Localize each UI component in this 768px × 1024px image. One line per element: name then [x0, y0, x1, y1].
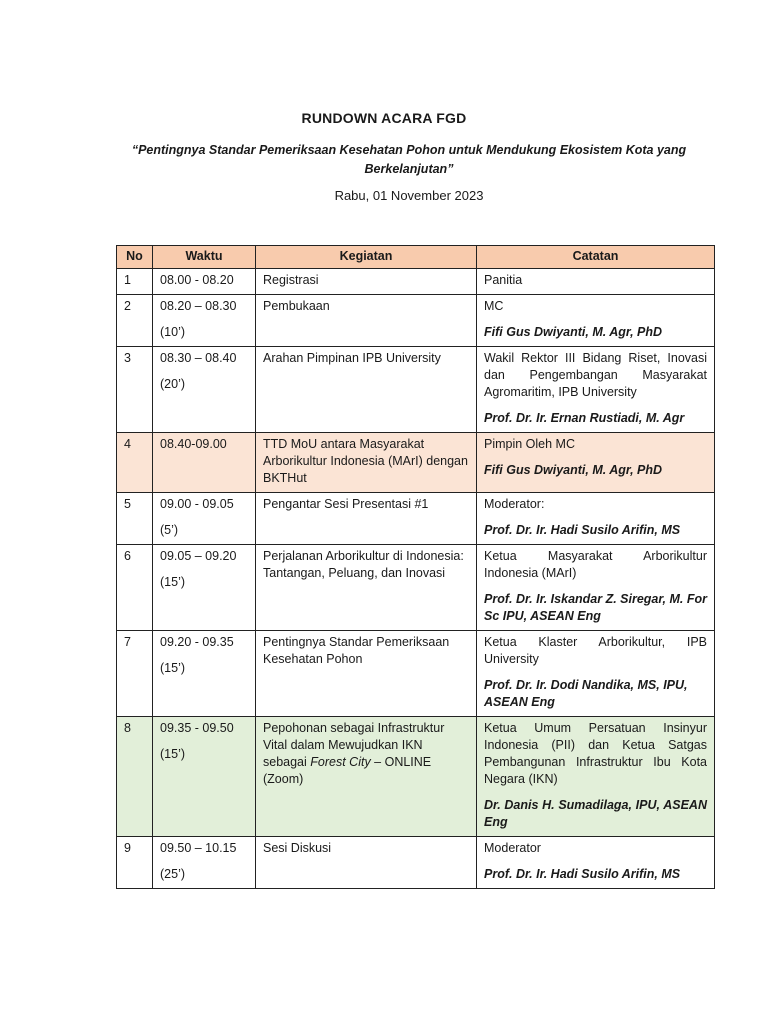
header-catatan: Catatan — [477, 246, 715, 269]
cell-activity: Registrasi — [256, 269, 477, 295]
note-text: Moderator: — [484, 497, 545, 511]
cell-activity: Pembukaan — [256, 295, 477, 347]
note-text: Ketua Masyarakat Arborikultur Indonesia (MArI) — [484, 549, 707, 580]
cell-time — [153, 545, 256, 631]
cell-activity: TTD MoU antara Masyarakat Arborikultur Indonesia (MArI) dengan BKTHut — [256, 433, 477, 493]
activity-text-end: – ONLINE (Zoom) — [263, 755, 432, 786]
document-subtitle: “Pentingnya Standar Pemeriksaan Kesehatan Pohon untuk Mendukung Ekosistem Kota yang Berkelanjutan” — [131, 143, 687, 176]
cell-time — [153, 631, 256, 717]
note-text: Panitia — [484, 273, 523, 287]
table-row — [117, 269, 715, 295]
cell-activity: Pengantar Sesi Presentasi #1 — [256, 493, 477, 545]
table-row — [117, 433, 715, 493]
cell-activity: Perjalanan Arborikultur di Indonesia: Tantangan, Peluang, dan Inovasi — [256, 545, 477, 631]
header-kegiatan: Kegiatan — [256, 246, 477, 269]
cell-note — [477, 545, 715, 631]
cell-no: 1 — [117, 269, 153, 295]
speaker-name: Prof. Dr. Ir. Ernan Rustiadi, M. Agr — [484, 411, 685, 425]
duration: (15’) — [160, 661, 186, 675]
table-row — [117, 493, 715, 545]
duration: (15’) — [160, 747, 186, 761]
speaker-name: Fifi Gus Dwiyanti, M. Agr, PhD — [484, 325, 663, 339]
table-row — [117, 837, 715, 889]
cell-no: 4 — [117, 433, 153, 493]
cell-note — [477, 295, 715, 347]
rundown-table — [116, 245, 715, 889]
speaker-name: Prof. Dr. Ir. Iskandar Z. Siregar, M. For Sc IPU, ASEAN Eng — [484, 592, 707, 623]
document-title: RUNDOWN ACARA FGD — [301, 110, 467, 126]
cell-no: 6 — [117, 545, 153, 631]
table-row — [117, 347, 715, 433]
table-row — [117, 717, 715, 837]
time-range: 09.35 - 09.50 — [160, 721, 234, 735]
cell-time — [153, 717, 256, 837]
cell-note — [477, 631, 715, 717]
cell-note — [477, 717, 715, 837]
cell-no: 3 — [117, 347, 153, 433]
cell-note — [477, 269, 715, 295]
time-range: 08.00 - 08.20 — [160, 273, 234, 287]
duration: (5’) — [160, 523, 179, 537]
table-row — [117, 631, 715, 717]
time-range: 09.05 – 09.20 — [160, 549, 237, 563]
cell-time — [153, 493, 256, 545]
duration: (15’) — [160, 575, 186, 589]
header-no: No — [117, 246, 153, 269]
time-range: 08.40-09.00 — [160, 437, 227, 451]
note-text: Pimpin Oleh MC — [484, 437, 575, 451]
note-text: MC — [484, 299, 504, 313]
note-text: Ketua Klaster Arborikultur, IPB University — [484, 635, 707, 666]
time-range: 09.20 - 09.35 — [160, 635, 234, 649]
cell-activity: Sesi Diskusi — [256, 837, 477, 889]
time-range: 08.30 – 08.40 — [160, 351, 237, 365]
cell-note — [477, 347, 715, 433]
cell-no: 8 — [117, 717, 153, 837]
cell-no: 7 — [117, 631, 153, 717]
time-range: 09.00 - 09.05 — [160, 497, 234, 511]
cell-time — [153, 269, 256, 295]
speaker-name: Fifi Gus Dwiyanti, M. Agr, PhD — [484, 463, 663, 477]
note-text: Moderator — [484, 841, 541, 855]
cell-no: 2 — [117, 295, 153, 347]
cell-note — [477, 493, 715, 545]
cell-activity: Arahan Pimpinan IPB University — [256, 347, 477, 433]
cell-no: 9 — [117, 837, 153, 889]
cell-no: 5 — [117, 493, 153, 545]
speaker-name: Dr. Danis H. Sumadilaga, IPU, ASEAN Eng — [484, 798, 707, 829]
header-waktu: Waktu — [153, 246, 256, 269]
duration: (10’) — [160, 325, 186, 339]
note-text: Wakil Rektor III Bidang Riset, Inovasi dan Pengembangan Masyarakat Agromaritim, IPB University — [484, 351, 707, 399]
table-header-row — [117, 246, 715, 269]
speaker-name: Prof. Dr. Ir. Hadi Susilo Arifin, MS — [484, 523, 681, 537]
table-row — [117, 295, 715, 347]
cell-note — [477, 433, 715, 493]
time-range: 09.50 – 10.15 — [160, 841, 237, 855]
cell-time — [153, 837, 256, 889]
time-range: 08.20 – 08.30 — [160, 299, 237, 313]
cell-activity: Pentingnya Standar Pemeriksaan Kesehatan Pohon — [256, 631, 477, 717]
note-text: Ketua Umum Persatuan Insinyur Indonesia (PII) dan Ketua Satgas Pembangunan Infrastruktur Ibu Kota Negara (IKN) — [484, 721, 707, 786]
activity-emphasis: Forest City — [310, 755, 371, 769]
cell-time — [153, 433, 256, 493]
event-date: Rabu, 01 November 2023 — [334, 188, 484, 203]
cell-activity — [256, 717, 477, 837]
cell-time — [153, 295, 256, 347]
activity-text: Pepohonan sebagai Infrastruktur Vital dalam Mewujudkan IKN sebagai — [263, 721, 445, 769]
speaker-name: Prof. Dr. Ir. Dodi Nandika, MS, IPU, ASEAN Eng — [484, 678, 688, 709]
cell-time — [153, 347, 256, 433]
duration: (25’) — [160, 867, 186, 881]
speaker-name: Prof. Dr. Ir. Hadi Susilo Arifin, MS — [484, 867, 681, 881]
duration: (20’) — [160, 377, 186, 391]
table-row — [117, 545, 715, 631]
cell-note — [477, 837, 715, 889]
